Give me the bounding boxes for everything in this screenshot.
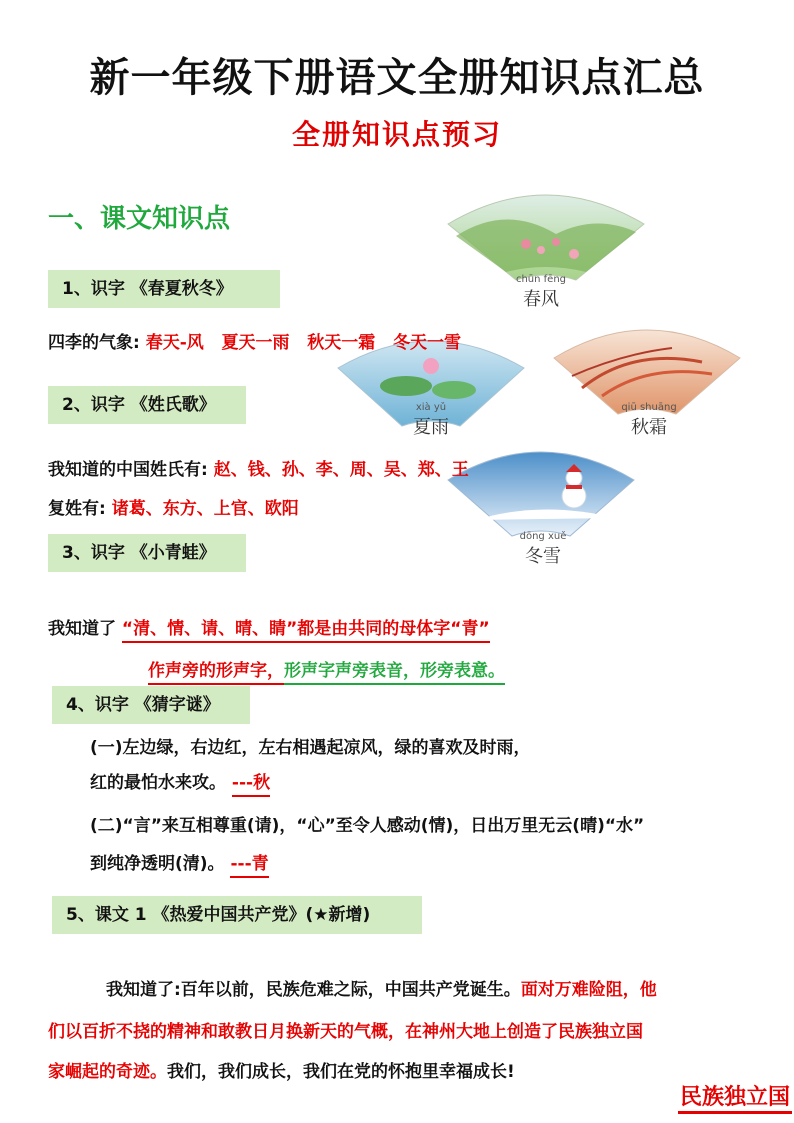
autumn-hanzi: 秋霜 <box>631 417 667 438</box>
section-heading: 一、课文知识点 <box>48 204 231 234</box>
page-subtitle: 全册知识点预习 <box>291 118 502 151</box>
summer-hanzi: 夏雨 <box>413 417 449 438</box>
item4-riddle1-line2 <box>90 768 270 793</box>
item1-seasons: 春天-风 夏天一雨 秋天一霜 冬天一雪 <box>145 333 462 353</box>
item1-prefix: 四李的气象: <box>48 333 140 353</box>
spring-pinyin: chūn fēng <box>515 274 567 285</box>
item3-line1 <box>48 614 490 639</box>
item2-line1-names: 赵、钱、孙、李、周、吴、郑、王 <box>213 460 469 480</box>
item4-riddle1-text: 红的最怕水来攻。 <box>90 773 226 793</box>
spring-hanzi: 春风 <box>523 289 559 310</box>
item4-label: 4、识字 《猜字谜》 <box>52 686 250 724</box>
winter-pinyin: dōng xuě <box>519 531 567 542</box>
summer-fan-label <box>396 402 466 439</box>
item2-line2-prefix: 复姓有: <box>48 499 106 519</box>
item5-black2: 我们，我们成长，我们在党的怀抱里幸福成长! <box>167 1062 515 1082</box>
item5-black1: 我知道了:百年以前，民族危难之际，中国共产党诞生。 <box>106 980 521 1000</box>
watermark-stamp: 民族独立国 <box>678 1080 792 1114</box>
winter-fan-label <box>506 531 580 568</box>
item2-line1-prefix: 我知道的中国姓氏有: <box>48 460 208 480</box>
item5-red3: 家崛起的奇迹。 <box>48 1062 167 1082</box>
item3-green-part: 形声字声旁表音，形旁表意。 <box>284 661 505 685</box>
winter-fan-illustration <box>446 440 636 540</box>
item3-red-part2: 作声旁的形声字， <box>148 661 284 685</box>
autumn-pinyin: qiū shuāng <box>621 402 677 413</box>
page-title: 新一年级下册语文全册知识点汇总 <box>89 54 705 101</box>
item5-line1 <box>106 975 657 1000</box>
item4-riddle2-line1: (二)“言”来互相尊重(请)，“心”至令人感动(情)，日出万里无云(晴)“水” <box>90 816 645 836</box>
item2-line1 <box>48 455 469 480</box>
item3-line2 <box>148 656 505 681</box>
spring-fan-label <box>506 274 576 311</box>
item2-line2 <box>48 494 299 519</box>
item4-riddle2-text: 到纯净透明(清)。 <box>90 854 225 874</box>
item3-prefix: 我知道了 <box>48 619 116 639</box>
item4-riddle1-answer: ---秋 <box>232 773 270 797</box>
item2-label: 2、识字 《姓氏歌》 <box>48 386 246 424</box>
item3-red-part: “清、情、请、晴、睛”都是由共同的母体字“青” <box>122 619 490 643</box>
item5-red2: 们以百折不挠的精神和敢教日月换新天的气概，在神州大地上创造了民族独立国 <box>48 1022 643 1042</box>
item4-riddle2-line2 <box>90 849 269 874</box>
item1-seasons-line <box>48 328 461 353</box>
winter-hanzi: 冬雪 <box>525 546 561 567</box>
item3-label: 3、识字 《小青蛙》 <box>48 534 246 572</box>
summer-pinyin: xià yǔ <box>415 402 447 413</box>
item1-label: 1、识字 《春夏秋冬》 <box>48 270 280 308</box>
item2-line2-names: 诸葛、东方、上官、欧阳 <box>111 499 299 519</box>
item5-line3 <box>48 1057 515 1082</box>
item4-riddle2-answer: ---青 <box>230 854 268 878</box>
spring-fan-illustration <box>446 184 646 284</box>
item4-riddle1-line1: (一)左边绿，右边红，左右相遇起凉风，绿的喜欢及时雨， <box>90 738 531 758</box>
autumn-fan-label <box>612 402 686 439</box>
item5-label: 5、课文 1 《热爱中国共产党》(★新增) <box>52 896 422 934</box>
item5-red1: 面对万难险阻，他 <box>520 980 657 1000</box>
